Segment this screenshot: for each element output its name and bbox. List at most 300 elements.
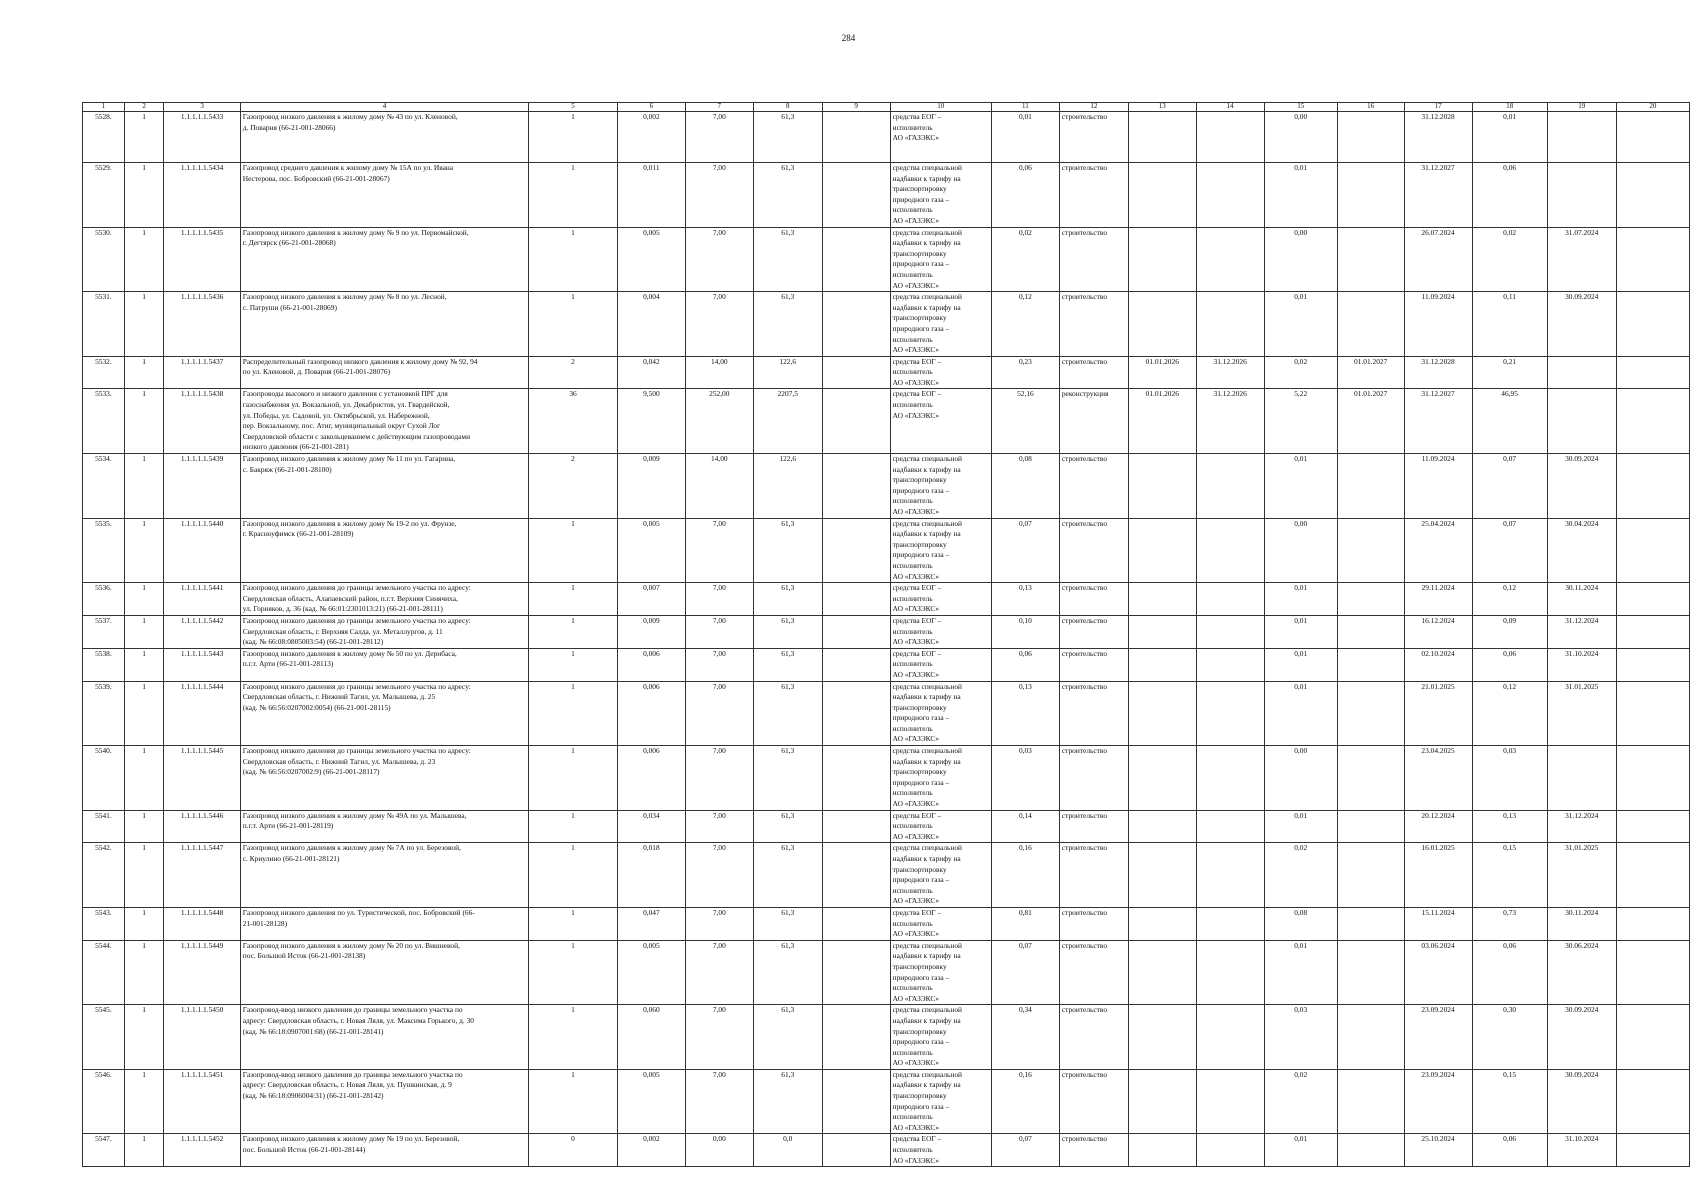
table-cell-col-6: 0,005 <box>617 227 685 292</box>
table-cell-col-9 <box>822 518 890 583</box>
table-cell-col-4: Газопровод низкого давления до границы земельного участка по адресу: Свердловская область, г. Нижний Тагил, ул. Малышева, д. 23 (кад. № 66:56:0207002:9) (66-21-001-28117) <box>240 746 528 811</box>
table-cell-col-3: 1.1.1.1.1.5447 <box>164 843 240 908</box>
table-cell-col-12: строительство <box>1059 810 1128 843</box>
table-cell-col-6: 0,034 <box>617 810 685 843</box>
table-cell-col-15: 0,01 <box>1264 163 1337 228</box>
table-cell-col-8: 61,3 <box>753 227 822 292</box>
table-cell-col-15: 0,01 <box>1264 810 1337 843</box>
table-cell-col-14: 31.12.2026 <box>1196 389 1264 454</box>
table-cell-col-13 <box>1128 454 1196 519</box>
table-cell-col-13 <box>1128 615 1196 648</box>
table-row <box>83 810 1690 843</box>
table-cell-col-16 <box>1337 583 1404 616</box>
table-cell-col-3: 1.1.1.1.1.5451 <box>164 1069 240 1134</box>
table-cell-col-3: 1.1.1.1.1.5439 <box>164 454 240 519</box>
table-cell-col-1: 5539. <box>83 681 125 746</box>
table-cell-col-14 <box>1196 940 1264 1005</box>
table-cell-col-3: 1.1.1.1.1.5437 <box>164 356 240 389</box>
table-cell-col-1: 5546. <box>83 1069 125 1134</box>
table-cell-col-11: 0,10 <box>991 615 1059 648</box>
table-cell-col-5: 1 <box>529 163 618 228</box>
table-cell-col-8: 61,3 <box>753 940 822 1005</box>
table-cell-col-11: 0,02 <box>991 227 1059 292</box>
table-cell-col-14 <box>1196 843 1264 908</box>
table-cell-col-15: 0,00 <box>1264 746 1337 811</box>
table-cell-col-12: строительство <box>1059 615 1128 648</box>
table-cell-col-15: 0,02 <box>1264 1069 1337 1134</box>
table-cell-col-14: 31.12.2026 <box>1196 356 1264 389</box>
table-cell-col-17: 23.04.2025 <box>1404 746 1472 811</box>
table-cell-col-6: 0,002 <box>617 112 685 163</box>
table-cell-col-17: 23.09.2024 <box>1404 1069 1472 1134</box>
table-cell-col-5: 1 <box>529 615 618 648</box>
table-cell-col-11: 0,13 <box>991 583 1059 616</box>
table-row <box>83 940 1690 1005</box>
table-cell-col-20 <box>1616 389 1689 454</box>
table-cell-col-1: 5535. <box>83 518 125 583</box>
table-cell-col-11: 0,16 <box>991 843 1059 908</box>
table-cell-col-14 <box>1196 810 1264 843</box>
table-cell-col-19 <box>1547 112 1616 163</box>
table-cell-col-4: Газопроводы высокого и низкого давления с установкой ПРГ для газоснабжения ул. Вокзальной, ул. Декабристов, ул. Гвардейской, ул. Победы, ул. Садовой, ул. Октябрьской, ул. Набережной, пер. Вокзальному, пос. Атиг, муниципальный округ Сухой Лог Свердловской области с закольцеванием с действующим газопроводами низкого давления (66-21-001-281) <box>240 389 528 454</box>
table-cell-col-9 <box>822 907 890 940</box>
table-cell-col-14 <box>1196 518 1264 583</box>
column-header-8: 8 <box>753 103 822 112</box>
table-cell-col-11: 0,07 <box>991 518 1059 583</box>
table-cell-col-15: 0,01 <box>1264 1134 1337 1167</box>
table-cell-col-19: 30.06.2024 <box>1547 940 1616 1005</box>
table-cell-col-20 <box>1616 163 1689 228</box>
table-cell-col-20 <box>1616 907 1689 940</box>
table-cell-col-9 <box>822 583 890 616</box>
table-row <box>83 907 1690 940</box>
table-row <box>83 292 1690 357</box>
table-cell-col-15: 0,02 <box>1264 356 1337 389</box>
table-cell-col-9 <box>822 1134 890 1167</box>
table-row <box>83 112 1690 163</box>
table-cell-col-9 <box>822 1005 890 1070</box>
table-cell-col-10: средства специальной надбавки к тарифу на транспортировку природного газа – исполнитель АО «ГАЗЭКС» <box>890 292 991 357</box>
table-cell-col-14 <box>1196 163 1264 228</box>
table-cell-col-3: 1.1.1.1.1.5438 <box>164 389 240 454</box>
table-cell-col-9 <box>822 292 890 357</box>
table-cell-col-8: 61,3 <box>753 163 822 228</box>
column-header-12: 12 <box>1059 103 1128 112</box>
table-cell-col-16 <box>1337 648 1404 681</box>
table-cell-col-14 <box>1196 648 1264 681</box>
table-cell-col-5: 1 <box>529 1005 618 1070</box>
table-cell-col-15: 0,02 <box>1264 843 1337 908</box>
table-cell-col-10: средства специальной надбавки к тарифу на транспортировку природного газа – исполнитель АО «ГАЗЭКС» <box>890 227 991 292</box>
table-row <box>83 389 1690 454</box>
table-cell-col-19: 31.10.2024 <box>1547 1134 1616 1167</box>
table-row <box>83 227 1690 292</box>
table-cell-col-16 <box>1337 112 1404 163</box>
table-cell-col-18: 0,15 <box>1472 1069 1547 1134</box>
table-cell-col-7: 252,00 <box>685 389 753 454</box>
table-cell-col-12: строительство <box>1059 940 1128 1005</box>
table-cell-col-16 <box>1337 1134 1404 1167</box>
table-cell-col-10: средства ЕОГ – исполнитель АО «ГАЗЭКС» <box>890 389 991 454</box>
table-cell-col-12: строительство <box>1059 227 1128 292</box>
table-cell-col-12: строительство <box>1059 454 1128 519</box>
table-cell-col-6: 0,006 <box>617 681 685 746</box>
table-cell-col-20 <box>1616 843 1689 908</box>
table-cell-col-16: 01.01.2027 <box>1337 356 1404 389</box>
table-cell-col-6: 9,500 <box>617 389 685 454</box>
table-cell-col-19: 30.09.2024 <box>1547 292 1616 357</box>
table-cell-col-17: 31.12.2028 <box>1404 112 1472 163</box>
table-cell-col-6: 0,047 <box>617 907 685 940</box>
table-cell-col-10: средства специальной надбавки к тарифу на транспортировку природного газа – исполнитель АО «ГАЗЭКС» <box>890 518 991 583</box>
table-cell-col-10: средства специальной надбавки к тарифу на транспортировку природного газа – исполнитель АО «ГАЗЭКС» <box>890 454 991 519</box>
table-cell-col-6: 0,007 <box>617 583 685 616</box>
table-cell-col-10: средства специальной надбавки к тарифу на транспортировку природного газа – исполнитель АО «ГАЗЭКС» <box>890 681 991 746</box>
table-cell-col-10: средства ЕОГ – исполнитель АО «ГАЗЭКС» <box>890 583 991 616</box>
table-cell-col-13 <box>1128 583 1196 616</box>
table-cell-col-18: 0,06 <box>1472 163 1547 228</box>
header-row <box>83 103 1690 112</box>
table-cell-col-8: 2207,5 <box>753 389 822 454</box>
table-cell-col-18: 0,21 <box>1472 356 1547 389</box>
table-cell-col-11: 0,13 <box>991 681 1059 746</box>
table-cell-col-12: строительство <box>1059 583 1128 616</box>
table-cell-col-4: Газопровод низкого давления к жилому дому № 7А по ул. Березовой, с. Криулино (66-21-001-28121) <box>240 843 528 908</box>
column-header-16: 16 <box>1337 103 1404 112</box>
table-cell-col-13 <box>1128 940 1196 1005</box>
table-cell-col-18: 0,06 <box>1472 940 1547 1005</box>
table-cell-col-18: 0,02 <box>1472 227 1547 292</box>
table-cell-col-5: 1 <box>529 1069 618 1134</box>
table-cell-col-1: 5542. <box>83 843 125 908</box>
table-cell-col-14 <box>1196 746 1264 811</box>
table-cell-col-15: 0,03 <box>1264 1005 1337 1070</box>
table-cell-col-1: 5533. <box>83 389 125 454</box>
table-cell-col-14 <box>1196 227 1264 292</box>
column-header-13: 13 <box>1128 103 1196 112</box>
table-cell-col-4: Газопровод низкого давления к жилому дому № 20 по ул. Вишневой, пос. Большой Исток (66-21-001-28138) <box>240 940 528 1005</box>
table-cell-col-16 <box>1337 518 1404 583</box>
table-cell-col-9 <box>822 1069 890 1134</box>
table-cell-col-8: 61,3 <box>753 907 822 940</box>
table-cell-col-2: 1 <box>124 746 164 811</box>
table-cell-col-18: 46,95 <box>1472 389 1547 454</box>
table-cell-col-18: 0,06 <box>1472 648 1547 681</box>
table-cell-col-5: 1 <box>529 681 618 746</box>
table-cell-col-2: 1 <box>124 843 164 908</box>
table-cell-col-5: 1 <box>529 810 618 843</box>
table-cell-col-4: Газопровод низкого давления по ул. Туристической, пос. Бобровский (66- 21-001-28128) <box>240 907 528 940</box>
table-cell-col-2: 1 <box>124 940 164 1005</box>
table-cell-col-6: 0,009 <box>617 454 685 519</box>
table-row <box>83 356 1690 389</box>
table-cell-col-7: 7,00 <box>685 292 753 357</box>
table-cell-col-11: 0,08 <box>991 454 1059 519</box>
table-cell-col-6: 0,042 <box>617 356 685 389</box>
table-cell-col-1: 5541. <box>83 810 125 843</box>
table-cell-col-3: 1.1.1.1.1.5441 <box>164 583 240 616</box>
table-cell-col-4: Газопровод низкого давления к жилому дому № 8 по ул. Лесной, с. Патруши (66-21-001-28069) <box>240 292 528 357</box>
table-cell-col-10: средства специальной надбавки к тарифу на транспортировку природного газа – исполнитель АО «ГАЗЭКС» <box>890 843 991 908</box>
table-cell-col-18: 0,15 <box>1472 843 1547 908</box>
table-cell-col-8: 61,3 <box>753 292 822 357</box>
table-cell-col-5: 1 <box>529 518 618 583</box>
table-cell-col-4: Газопровод низкого давления до границы земельного участка по адресу: Свердловская область, Алапаевский район, п.г.т. Верхняя Синячиха, ул. Горняков, д. 36 (кад. № 66:01:2301013:21) (66-21-001-28111) <box>240 583 528 616</box>
table-cell-col-6: 0,060 <box>617 1005 685 1070</box>
table-cell-col-16: 01.01.2027 <box>1337 389 1404 454</box>
table-cell-col-8: 61,3 <box>753 843 822 908</box>
table-cell-col-19: 31.07.2024 <box>1547 227 1616 292</box>
table-cell-col-2: 1 <box>124 810 164 843</box>
table-cell-col-7: 7,00 <box>685 810 753 843</box>
table-cell-col-8: 61,3 <box>753 681 822 746</box>
table-cell-col-16 <box>1337 227 1404 292</box>
table-cell-col-5: 1 <box>529 648 618 681</box>
table-cell-col-3: 1.1.1.1.1.5440 <box>164 518 240 583</box>
table-cell-col-7: 7,00 <box>685 615 753 648</box>
table-cell-col-6: 0,004 <box>617 292 685 357</box>
table-cell-col-5: 1 <box>529 843 618 908</box>
table-cell-col-7: 7,00 <box>685 681 753 746</box>
table-row <box>83 454 1690 519</box>
table-cell-col-13 <box>1128 1005 1196 1070</box>
table-cell-col-7: 7,00 <box>685 907 753 940</box>
table-cell-col-3: 1.1.1.1.1.5444 <box>164 681 240 746</box>
table-cell-col-12: строительство <box>1059 356 1128 389</box>
table-cell-col-2: 1 <box>124 1069 164 1134</box>
table-cell-col-14 <box>1196 292 1264 357</box>
table-cell-col-5: 1 <box>529 940 618 1005</box>
table-cell-col-16 <box>1337 1005 1404 1070</box>
table-cell-col-18: 0,07 <box>1472 454 1547 519</box>
table-cell-col-20 <box>1616 1134 1689 1167</box>
table-cell-col-9 <box>822 843 890 908</box>
table-cell-col-2: 1 <box>124 454 164 519</box>
table-cell-col-14 <box>1196 112 1264 163</box>
table-cell-col-3: 1.1.1.1.1.5448 <box>164 907 240 940</box>
table-cell-col-2: 1 <box>124 356 164 389</box>
table-cell-col-17: 25.04.2024 <box>1404 518 1472 583</box>
table-cell-col-11: 0,16 <box>991 1069 1059 1134</box>
table-cell-col-4: Газопровод низкого давления к жилому дому № 49А по ул. Малышева, п.г.т. Арти (66-21-001-28119) <box>240 810 528 843</box>
table-cell-col-10: средства ЕОГ – исполнитель АО «ГАЗЭКС» <box>890 648 991 681</box>
table-cell-col-11: 0,06 <box>991 648 1059 681</box>
page-number: 284 <box>841 33 856 43</box>
table-cell-col-20 <box>1616 227 1689 292</box>
table-cell-col-6: 0,002 <box>617 1134 685 1167</box>
table-cell-col-10: средства ЕОГ – исполнитель АО «ГАЗЭКС» <box>890 615 991 648</box>
table-cell-col-15: 0,08 <box>1264 907 1337 940</box>
table-cell-col-10: средства ЕОГ – исполнитель АО «ГАЗЭКС» <box>890 112 991 163</box>
table-cell-col-8: 61,3 <box>753 583 822 616</box>
table-cell-col-11: 0,07 <box>991 1134 1059 1167</box>
table-row <box>83 1069 1690 1134</box>
table-cell-col-6: 0,006 <box>617 746 685 811</box>
table-cell-col-2: 1 <box>124 518 164 583</box>
table-cell-col-2: 1 <box>124 163 164 228</box>
table-cell-col-7: 7,00 <box>685 648 753 681</box>
table-cell-col-5: 0 <box>529 1134 618 1167</box>
table-cell-col-2: 1 <box>124 112 164 163</box>
table-cell-col-17: 26.07.2024 <box>1404 227 1472 292</box>
table-cell-col-19: 30.09.2024 <box>1547 1005 1616 1070</box>
table-cell-col-4: Газопровод низкого давления до границы земельного участка по адресу: Свердловская область, г. Нижний Тагил, ул. Малышева, д. 25 (кад. № 66:56:0207002:0054) (66-21-001-28115) <box>240 681 528 746</box>
table-cell-col-7: 7,00 <box>685 112 753 163</box>
table-cell-col-7: 7,00 <box>685 940 753 1005</box>
table-cell-col-5: 1 <box>529 907 618 940</box>
table-cell-col-16 <box>1337 292 1404 357</box>
table-cell-col-2: 1 <box>124 907 164 940</box>
table-cell-col-5: 2 <box>529 356 618 389</box>
table-cell-col-1: 5528. <box>83 112 125 163</box>
table-cell-col-13 <box>1128 227 1196 292</box>
table-cell-col-17: 16.01.2025 <box>1404 843 1472 908</box>
table-cell-col-1: 5532. <box>83 356 125 389</box>
table-cell-col-18: 0,12 <box>1472 681 1547 746</box>
table-row <box>83 1005 1690 1070</box>
table-cell-col-10: средства специальной надбавки к тарифу на транспортировку природного газа – исполнитель АО «ГАЗЭКС» <box>890 1069 991 1134</box>
table-cell-col-8: 61,3 <box>753 1069 822 1134</box>
column-header-18: 18 <box>1472 103 1547 112</box>
table-cell-col-7: 7,00 <box>685 1069 753 1134</box>
table-cell-col-15: 0,01 <box>1264 454 1337 519</box>
table-cell-col-5: 36 <box>529 389 618 454</box>
table-cell-col-20 <box>1616 583 1689 616</box>
table-cell-col-11: 0,81 <box>991 907 1059 940</box>
table-row <box>83 583 1690 616</box>
table-cell-col-15: 0,01 <box>1264 648 1337 681</box>
table-cell-col-9 <box>822 389 890 454</box>
table-cell-col-5: 1 <box>529 292 618 357</box>
table-cell-col-9 <box>822 454 890 519</box>
table-cell-col-1: 5540. <box>83 746 125 811</box>
table-cell-col-3: 1.1.1.1.1.5433 <box>164 112 240 163</box>
table-cell-col-4: Газопровод-ввод низкого давления до границы земельного участка по адресу: Свердловская область, г. Новая Ляля, ул. Пушкинская, д. 9 (кад. № 66:18:0906004:31) (66-21-001-28142) <box>240 1069 528 1134</box>
table-cell-col-8: 122,6 <box>753 356 822 389</box>
table-cell-col-12: строительство <box>1059 163 1128 228</box>
table-cell-col-14 <box>1196 615 1264 648</box>
table-row <box>83 746 1690 811</box>
table-cell-col-14 <box>1196 583 1264 616</box>
table-cell-col-3: 1.1.1.1.1.5452 <box>164 1134 240 1167</box>
table-cell-col-8: 0,0 <box>753 1134 822 1167</box>
table-cell-col-2: 1 <box>124 292 164 357</box>
column-header-2: 2 <box>124 103 164 112</box>
table-cell-col-13 <box>1128 112 1196 163</box>
table-cell-col-7: 7,00 <box>685 518 753 583</box>
table-cell-col-11: 0,03 <box>991 746 1059 811</box>
table-cell-col-20 <box>1616 681 1689 746</box>
table-cell-col-19: 31.01.2025 <box>1547 843 1616 908</box>
table-row <box>83 615 1690 648</box>
table-cell-col-6: 0,006 <box>617 648 685 681</box>
table-cell-col-12: строительство <box>1059 746 1128 811</box>
table-cell-col-2: 1 <box>124 681 164 746</box>
table-cell-col-3: 1.1.1.1.1.5449 <box>164 940 240 1005</box>
table-cell-col-13 <box>1128 518 1196 583</box>
table-cell-col-14 <box>1196 1005 1264 1070</box>
table-cell-col-1: 5534. <box>83 454 125 519</box>
table-cell-col-9 <box>822 940 890 1005</box>
table-cell-col-10: средства ЕОГ – исполнитель АО «ГАЗЭКС» <box>890 356 991 389</box>
table-cell-col-4: Газопровод низкого давления к жилому дому № 11 по ул. Гагарина, с. Бакряж (66-21-001-28100) <box>240 454 528 519</box>
table-cell-col-1: 5536. <box>83 583 125 616</box>
table-cell-col-13: 01.01.2026 <box>1128 389 1196 454</box>
table-cell-col-4: Распределительный газопровод низкого давления к жилому дому № 92, 94 по ул. Кленовой, д. Поварня (66-21-001-28076) <box>240 356 528 389</box>
table-cell-col-20 <box>1616 940 1689 1005</box>
table-cell-col-15: 0,00 <box>1264 518 1337 583</box>
table-cell-col-13 <box>1128 1069 1196 1134</box>
column-header-20: 20 <box>1616 103 1689 112</box>
table-cell-col-4: Газопровод низкого давления к жилому дому № 50 по ул. Дерибаса, п.г.т. Арти (66-21-001-28113) <box>240 648 528 681</box>
table-cell-col-9 <box>822 227 890 292</box>
table-cell-col-7: 7,00 <box>685 583 753 616</box>
table-cell-col-10: средства специальной надбавки к тарифу на транспортировку природного газа – исполнитель АО «ГАЗЭКС» <box>890 940 991 1005</box>
column-header-14: 14 <box>1196 103 1264 112</box>
table-cell-col-9 <box>822 648 890 681</box>
table-cell-col-6: 0,009 <box>617 615 685 648</box>
table-cell-col-18: 0,01 <box>1472 112 1547 163</box>
table-cell-col-11: 0,06 <box>991 163 1059 228</box>
table-cell-col-19: 31.12.2024 <box>1547 615 1616 648</box>
table-cell-col-15: 0,01 <box>1264 583 1337 616</box>
table-cell-col-12: строительство <box>1059 648 1128 681</box>
column-header-19: 19 <box>1547 103 1616 112</box>
table-cell-col-1: 5529. <box>83 163 125 228</box>
table-cell-col-20 <box>1616 518 1689 583</box>
table-cell-col-9 <box>822 356 890 389</box>
table-cell-col-17: 29.11.2024 <box>1404 583 1472 616</box>
table-cell-col-1: 5531. <box>83 292 125 357</box>
table-cell-col-16 <box>1337 1069 1404 1134</box>
table-cell-col-9 <box>822 746 890 811</box>
table-cell-col-7: 14,00 <box>685 356 753 389</box>
table-cell-col-13 <box>1128 292 1196 357</box>
table-cell-col-5: 1 <box>529 583 618 616</box>
table-cell-col-20 <box>1616 112 1689 163</box>
table-cell-col-10: средства специальной надбавки к тарифу на транспортировку природного газа – исполнитель АО «ГАЗЭКС» <box>890 1005 991 1070</box>
table-cell-col-12: строительство <box>1059 292 1128 357</box>
table-cell-col-13 <box>1128 681 1196 746</box>
table-cell-col-17: 25.10.2024 <box>1404 1134 1472 1167</box>
table-cell-col-17: 11.09.2024 <box>1404 454 1472 519</box>
table-cell-col-17: 31.12.2027 <box>1404 389 1472 454</box>
table-cell-col-4: Газопровод низкого давления к жилому дому № 43 по ул. Кленовой, д. Поварня (66-21-001-28066) <box>240 112 528 163</box>
table-cell-col-11: 0,34 <box>991 1005 1059 1070</box>
table-cell-col-18: 0,06 <box>1472 1134 1547 1167</box>
table-cell-col-16 <box>1337 163 1404 228</box>
table-cell-col-11: 0,07 <box>991 940 1059 1005</box>
table-cell-col-8: 61,3 <box>753 615 822 648</box>
table-cell-col-3: 1.1.1.1.1.5445 <box>164 746 240 811</box>
table-cell-col-7: 14,00 <box>685 454 753 519</box>
table-cell-col-10: средства специальной надбавки к тарифу на транспортировку природного газа – исполнитель АО «ГАЗЭКС» <box>890 746 991 811</box>
table-cell-col-7: 7,00 <box>685 227 753 292</box>
table-cell-col-1: 5543. <box>83 907 125 940</box>
table-cell-col-16 <box>1337 843 1404 908</box>
table-cell-col-5: 1 <box>529 112 618 163</box>
table-cell-col-6: 0,011 <box>617 163 685 228</box>
table-cell-col-16 <box>1337 615 1404 648</box>
column-header-10: 10 <box>890 103 991 112</box>
table-cell-col-15: 0,01 <box>1264 615 1337 648</box>
table-cell-col-19: 30.04.2024 <box>1547 518 1616 583</box>
table-cell-col-7: 0,00 <box>685 1134 753 1167</box>
table-cell-col-8: 122,6 <box>753 454 822 519</box>
table-cell-col-11: 0,23 <box>991 356 1059 389</box>
column-header-1: 1 <box>83 103 125 112</box>
table-cell-col-16 <box>1337 454 1404 519</box>
